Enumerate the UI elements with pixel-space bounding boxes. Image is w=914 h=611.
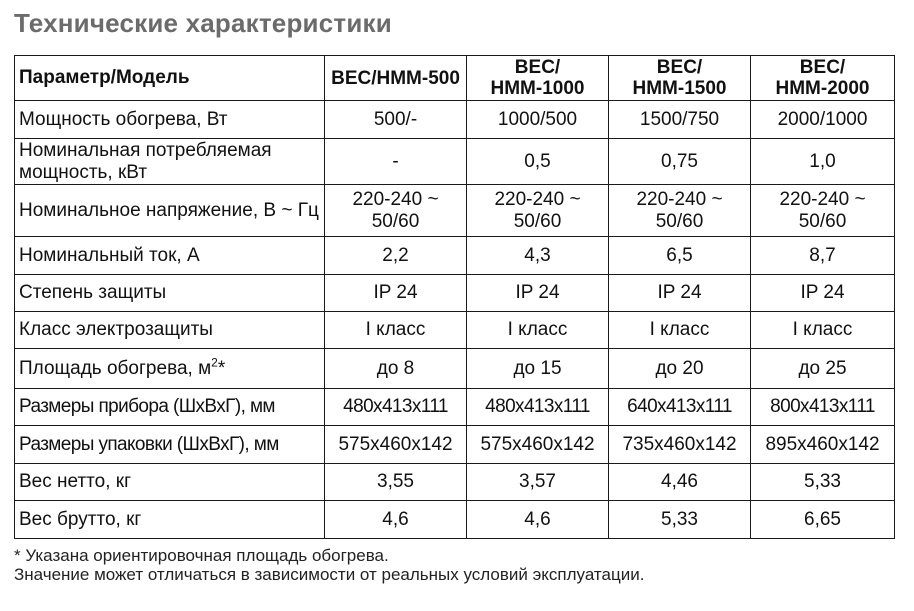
table-cell: IP 24 [325, 275, 467, 312]
table-cell: 6,65 [751, 501, 895, 539]
table-cell: 1000/500 [467, 101, 609, 139]
table-header-row [15, 56, 895, 101]
row-label: Мощность обогрева, Вт [15, 101, 325, 139]
table-cell: 3,57 [467, 464, 609, 501]
row-label-superscript: 2 [211, 355, 218, 370]
page-title: Технические характеристики [14, 8, 392, 38]
specifications-table [14, 55, 895, 539]
row-label: Номинальный ток, А [15, 237, 325, 275]
table-cell: 480x413x111 [325, 389, 467, 426]
table-cell: I класс [325, 312, 467, 349]
table-row [15, 237, 895, 275]
table-cell: 220-240 ~ 50/60 [325, 185, 467, 237]
table-row [15, 101, 895, 139]
table-row [15, 464, 895, 501]
table-row [15, 426, 895, 464]
table-cell: 220-240 ~ 50/60 [751, 185, 895, 237]
table-row [15, 501, 895, 539]
table-cell: 5,33 [751, 464, 895, 501]
table-cell: - [325, 139, 467, 185]
table-cell: 4,3 [467, 237, 609, 275]
row-label: Номинальная потребляемая мощность, кВт [15, 139, 325, 185]
table-cell: до 20 [609, 349, 751, 389]
model-header-1000: ВЕС/НММ-1000 [467, 56, 609, 101]
table-row [15, 139, 895, 185]
table-cell: 8,7 [751, 237, 895, 275]
row-label [15, 349, 325, 389]
table-cell: I класс [467, 312, 609, 349]
footnote [14, 546, 644, 584]
table-cell: 0,5 [467, 139, 609, 185]
table-cell: 3,55 [325, 464, 467, 501]
table-cell: 0,75 [609, 139, 751, 185]
table-cell: 480x413x111 [467, 389, 609, 426]
table-cell: 5,33 [609, 501, 751, 539]
table-cell: 1,0 [751, 139, 895, 185]
table-row [15, 185, 895, 237]
row-label-asterisk: * [217, 357, 226, 379]
row-label: Класс электрозащиты [15, 312, 325, 349]
row-label: Степень защиты [15, 275, 325, 312]
table-cell: 500/- [325, 101, 467, 139]
table-cell: 735x460x142 [609, 426, 751, 464]
row-label: Вес нетто, кг [15, 464, 325, 501]
row-label: Размеры прибора (ШхВхГ), мм [15, 389, 325, 426]
table-cell: 2000/1000 [751, 101, 895, 139]
table-row [15, 312, 895, 349]
table-cell: 220-240 ~ 50/60 [467, 185, 609, 237]
table-cell: 895x460x142 [751, 426, 895, 464]
table-cell: 575x460x142 [467, 426, 609, 464]
model-header-500: ВЕС/НММ-500 [325, 56, 467, 101]
table-cell: 4,6 [325, 501, 467, 539]
model-header-2000: ВЕС/НММ-2000 [751, 56, 895, 101]
table-row [15, 275, 895, 312]
table-cell: 4,6 [467, 501, 609, 539]
table-cell: 6,5 [609, 237, 751, 275]
table-cell: 575x460x142 [325, 426, 467, 464]
table-cell: IP 24 [609, 275, 751, 312]
table-cell: 4,46 [609, 464, 751, 501]
table-cell: до 25 [751, 349, 895, 389]
row-label: Вес брутто, кг [15, 501, 325, 539]
table-row [15, 389, 895, 426]
table-cell: до 15 [467, 349, 609, 389]
table-cell: IP 24 [467, 275, 609, 312]
table-cell: 2,2 [325, 237, 467, 275]
table-cell: 220-240 ~ 50/60 [609, 185, 751, 237]
footnote-line-2: Значение может отличаться в зависимости от реальных условий эксплуатации. [14, 565, 645, 584]
table-cell: 1500/750 [609, 101, 751, 139]
table-cell: I класс [751, 312, 895, 349]
model-header-1500: ВЕС/НММ-1500 [609, 56, 751, 101]
row-label: Номинальное напряжение, В ~ Гц [15, 185, 325, 237]
table-cell: I класс [609, 312, 751, 349]
row-label-main: Площадь обогрева, м [19, 357, 212, 379]
table-cell: до 8 [325, 349, 467, 389]
table-cell: 800x413x111 [751, 389, 895, 426]
param-header: Параметр/Модель [15, 56, 325, 101]
footnote-line-1: * Указана ориентировочная площадь обогрева. [14, 546, 389, 565]
table-cell: 640x413x111 [609, 389, 751, 426]
table-row [15, 349, 895, 389]
row-label: Размеры упаковки (ШхВхГ), мм [15, 426, 325, 464]
table-cell: IP 24 [751, 275, 895, 312]
